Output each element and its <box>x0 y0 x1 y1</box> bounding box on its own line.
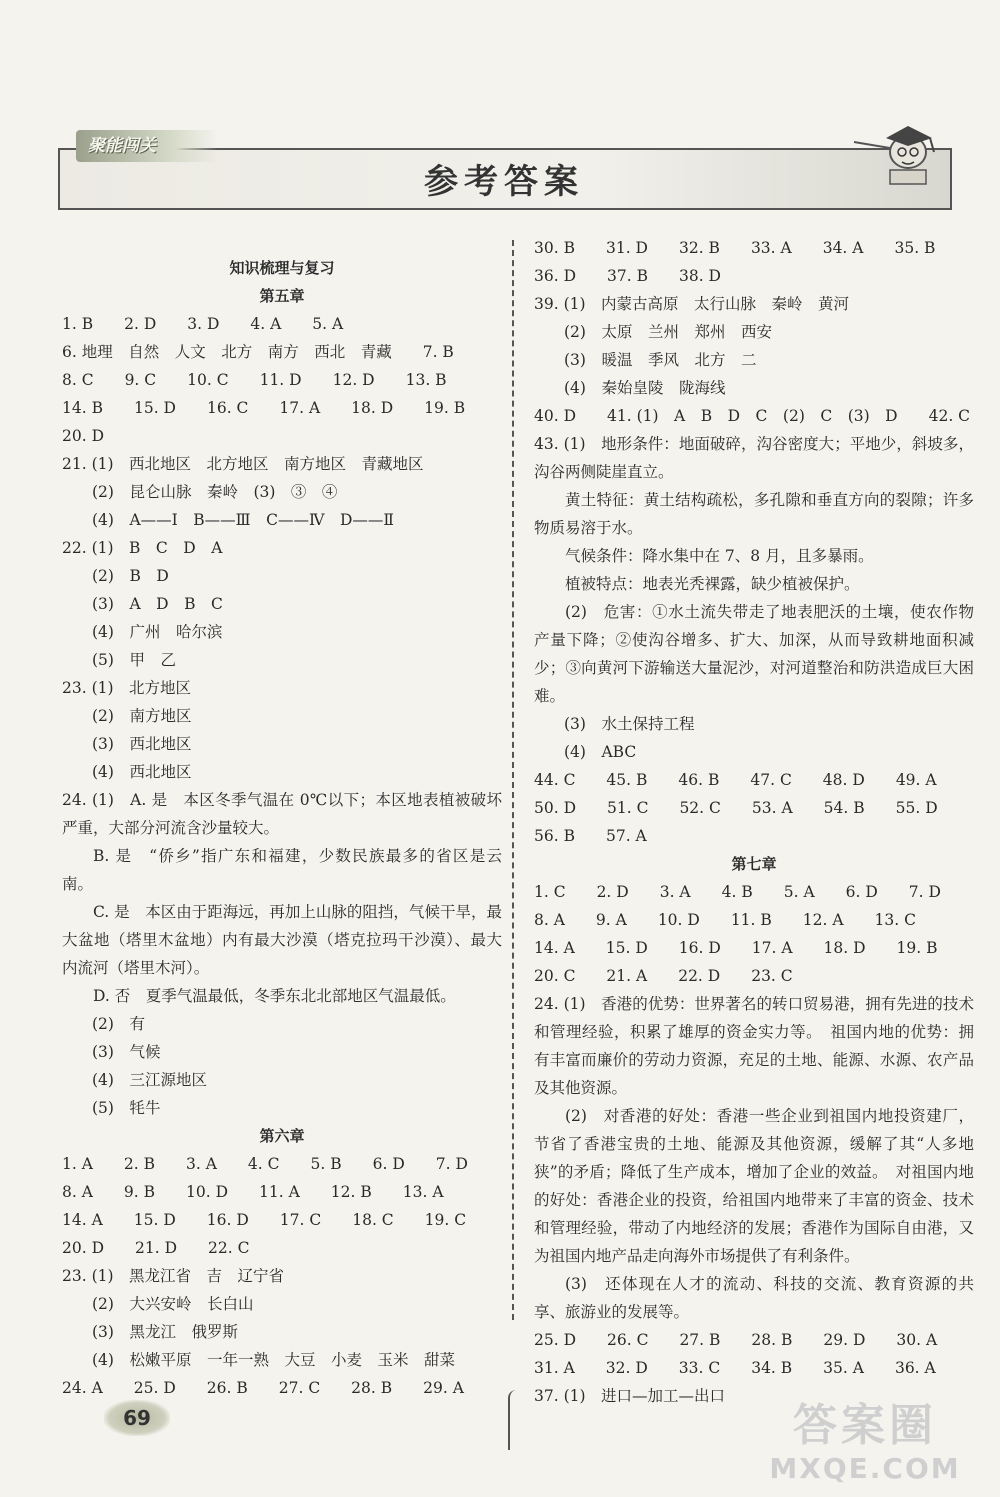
page-title: 参考答案 <box>424 162 584 202</box>
answer-line: 20. D <box>62 427 105 445</box>
answer-paragraph: (3) 还体现在人才的流动、科技的交流、教育资源的共享、旅游业的发展等。 <box>534 1275 974 1321</box>
answer-subline: (4) 松嫩平原 一年一熟 大豆 小麦 玉米 甜菜 <box>92 1351 455 1369</box>
answer-paragraph: B. 是 “侨乡”指广东和福建，少数民族最多的省区是云南。 <box>62 847 502 893</box>
answer-line: 36. D 37. B 38. D <box>534 267 721 285</box>
header-banner <box>58 118 950 210</box>
right-column <box>534 234 974 1410</box>
answer-line: 24. A 25. D 26. B 27. C 28. B 29. A <box>62 1379 464 1397</box>
column-divider <box>512 240 514 1320</box>
answer-line: 40. D 41. (1) A B D C (2) C (3) D 42. C <box>534 407 971 425</box>
answer-line: 31. A 32. D 33. C 34. B 35. A 36. A <box>534 1359 936 1377</box>
answer-subline: (5) 牦牛 <box>92 1099 161 1117</box>
section-heading: 知识梳理与复习 <box>229 259 335 277</box>
answer-line: 39. (1) 内蒙古高原 太行山脉 秦岭 黄河 <box>534 295 850 313</box>
answer-line: 8. A 9. B 10. D 11. A 12. B 13. A <box>62 1183 444 1201</box>
answer-paragraph: C. 是 本区由于距海远，再加上山脉的阻挡，气候干旱，最大盆地（塔里木盆地）内有最大沙漠（塔克拉玛干沙漠）、最大内流河（塔里木河）。 <box>62 903 502 977</box>
answer-subline: (2) 昆仑山脉 秦岭 (3) ③ ④ <box>92 483 338 501</box>
left-column <box>62 254 502 1402</box>
answer-line: 8. A 9. A 10. D 11. B 12. A 13. C <box>534 911 916 929</box>
section-heading: 第七章 <box>731 855 777 873</box>
answer-paragraph: D. 否 夏季气温最低，冬季东北北部地区气温最低。 <box>93 987 456 1005</box>
section-heading: 第六章 <box>259 1127 305 1145</box>
answer-subline: (4) 三江源地区 <box>92 1071 207 1089</box>
answer-line: 14. A 15. D 16. D 17. C 18. C 19. C <box>62 1211 467 1229</box>
answer-line: 20. C 21. A 22. D 23. C <box>534 967 793 985</box>
answer-subline: (4) ABC <box>564 743 637 761</box>
answer-subline: (3) 黑龙江 俄罗斯 <box>92 1323 238 1341</box>
answer-subline: (4) A——Ⅰ B——Ⅲ C——Ⅳ D——Ⅱ <box>92 511 394 529</box>
answer-line: 25. D 26. C 27. B 28. B 29. D 30. A <box>534 1331 938 1349</box>
answer-line: 8. C 9. C 10. C 11. D 12. D 13. B <box>62 371 447 389</box>
watermark-logo-text: 答案圈 <box>793 1400 937 1451</box>
answer-paragraph: (2) 危害：①水土流失带走了地表肥沃的土壤，使农作物产量下降；②使沟谷增多、扩大、加深，从而导致耕地面积减少；③向黄河下游输送大量泥沙，对河道整治和防洪造成巨大困难。 <box>534 603 974 705</box>
answer-paragraph: 24. (1) 香港的优势：世界著名的转口贸易港，拥有先进的技术和管理经验，积累了雄厚的资金实力等。 祖国内地的优势：拥有丰富而廉价的劳动力资源，充足的土地、能源、水源、农产品及其他资源。 <box>534 995 974 1097</box>
answer-line: 30. B 31. D 32. B 33. A 34. A 35. B <box>534 239 936 257</box>
answer-paragraph: 植被特点：地表光秃裸露，缺少植被保护。 <box>565 575 860 593</box>
answer-line: 37. (1) 进口—加工—出口 <box>534 1387 726 1405</box>
answer-line: 1. C 2. D 3. A 4. B 5. A 6. D 7. D <box>534 883 941 901</box>
answer-paragraph: (2) 对香港的好处：香港一些企业到祖国内地投资建厂，节省了香港宝贵的土地、能源及其他资源，缓解了其“人多地狭”的矛盾；降低了生产成本，增加了企业的效益。 对祖国内地的好处：香港企业的投资，给祖国内地带来了丰富的资金、技术和管理经验，带动了内地经济的发展；香港作为国际自由港，又为祖国内地产品走向海外市场提供了有利条件。 <box>534 1107 974 1265</box>
answer-line: 23. (1) 黑龙江省 吉 辽宁省 <box>62 1267 285 1285</box>
answer-subline: (2) 有 <box>92 1015 145 1033</box>
answer-subline: (3) 水土保持工程 <box>564 715 695 733</box>
answer-subline: (2) B D <box>92 567 169 585</box>
answer-subline: (3) 西北地区 <box>92 735 192 753</box>
answer-paragraph: 黄土特征：黄土结构疏松，多孔隙和垂直方向的裂隙；许多物质易溶于水。 <box>534 491 974 537</box>
answer-subline: (4) 西北地区 <box>92 763 192 781</box>
answer-subline: (3) 暖温 季风 北方 二 <box>564 351 757 369</box>
answer-line: 14. B 15. D 16. C 17. A 18. D 19. B <box>62 399 466 417</box>
answer-paragraph: 24. (1) A. 是 本区冬季气温在 0℃以下；本区地表植被破坏严重，大部分河流含沙量较大。 <box>62 791 502 837</box>
answer-line: 50. D 51. C 52. C 53. A 54. B 55. D <box>534 799 938 817</box>
answer-subline: (3) 气候 <box>92 1043 161 1061</box>
answer-line: 14. A 15. D 16. D 17. A 18. D 19. B <box>534 939 938 957</box>
answer-line: 44. C 45. B 46. B 47. C 48. D 49. A <box>534 771 937 789</box>
answer-line: 6. 地理 自然 人文 北方 南方 西北 青藏 7. B <box>62 343 454 361</box>
watermark <box>740 1400 990 1492</box>
answer-subline: (4) 秦始皇陵 陇海线 <box>564 379 726 397</box>
answer-line: 23. (1) 北方地区 <box>62 679 192 697</box>
answer-line: 20. D 21. D 22. C <box>62 1239 250 1257</box>
column-divider-curve <box>508 1390 520 1450</box>
answer-subline: (2) 大兴安岭 长白山 <box>92 1295 254 1313</box>
answer-line: 1. B 2. D 3. D 4. A 5. A <box>62 315 344 333</box>
answer-subline: (5) 甲 乙 <box>92 651 176 669</box>
series-logo: 聚能闯关 <box>76 130 218 162</box>
answer-subline: (2) 太原 兰州 郑州 西安 <box>564 323 772 341</box>
scholar-mascot-icon <box>850 118 950 188</box>
answer-line: 56. B 57. A <box>534 827 647 845</box>
watermark-url: MXQE.COM <box>769 1452 961 1485</box>
answer-paragraph: 43. (1) 地形条件：地面破碎，沟谷密度大；平地少，斜坡多，沟谷两侧陡崖直立。 <box>534 435 974 481</box>
answer-paragraph: 气候条件：降水集中在 7、8 月，且多暴雨。 <box>565 547 874 565</box>
answer-subline: (2) 南方地区 <box>92 707 192 725</box>
answer-line: 1. A 2. B 3. A 4. C 5. B 6. D 7. D <box>62 1155 468 1173</box>
answer-subline: (4) 广州 哈尔滨 <box>92 623 223 641</box>
section-heading: 第五章 <box>259 287 305 305</box>
page-number: 69 <box>104 1400 170 1436</box>
answer-subline: (3) A D B C <box>92 595 223 613</box>
answer-line: 21. (1) 西北地区 北方地区 南方地区 青藏地区 <box>62 455 424 473</box>
answer-line: 22. (1) B C D A <box>62 539 223 557</box>
